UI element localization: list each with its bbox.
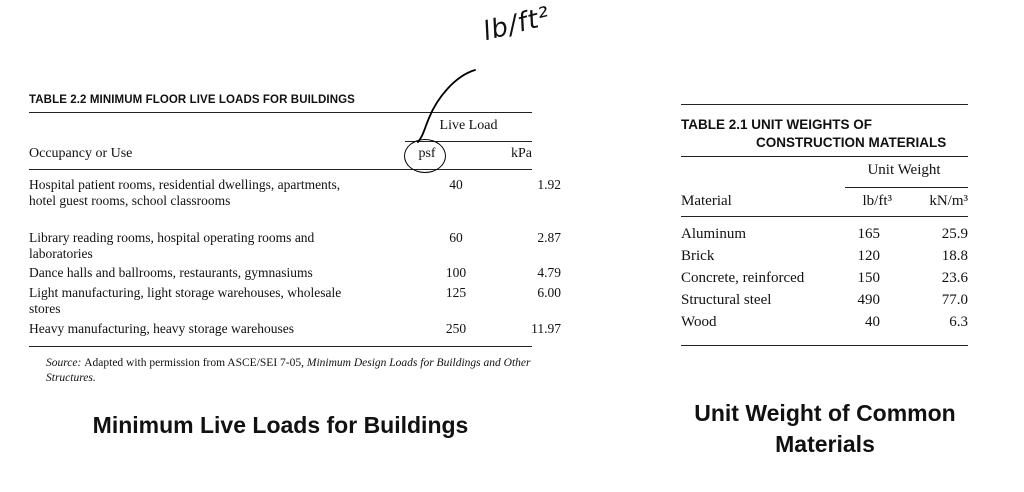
occupancy-header: Occupancy or Use (29, 146, 133, 161)
unit-weight-rule (845, 187, 968, 188)
kpa-cell: 6.00 (537, 285, 561, 300)
title-line-1: TABLE 2.1 UNIT WEIGHTS OF (681, 117, 873, 132)
psf-cell: 40 (449, 177, 463, 192)
psf-cell: 250 (445, 321, 467, 336)
psf-cell: 60 (449, 230, 463, 245)
material-cell: Brick (681, 248, 715, 264)
kpa-cell: 11.97 (531, 321, 561, 336)
lb-cell: 490 (857, 292, 880, 308)
kn-cell: 25.9 (941, 226, 968, 242)
material-cell: Structural steel (681, 292, 772, 308)
caption-right: Unit Weight of Common Materials (694, 400, 956, 457)
table-2-1-title (681, 116, 946, 152)
lb-ft3-header: lb/ft³ (862, 193, 892, 209)
kn-cell: 77.0 (941, 292, 968, 308)
title-line-2: CONSTRUCTION MATERIALS (756, 135, 947, 150)
lb-cell: 150 (857, 270, 880, 286)
material-cell: Aluminum (681, 226, 747, 242)
material-header: Material (681, 193, 732, 209)
psf-header: psf (418, 146, 436, 161)
occupancy-cell: Dance halls and ballrooms, restaurants, gymnasiums (29, 265, 313, 280)
handwritten-unit-annotation: lb/ft² (480, 1, 554, 48)
source-title: Minimum Design Loads for Buildings and Other Structures. (46, 357, 531, 384)
kn-cell: 6.3 (949, 314, 968, 330)
unit-weight-header: Unit Weight (867, 162, 941, 178)
kn-m3-header: kN/m³ (929, 193, 968, 209)
psf-cell: 125 (445, 285, 467, 300)
material-cell: Wood (681, 314, 717, 330)
title-rule (681, 156, 968, 157)
kn-cell: 23.6 (941, 270, 968, 286)
kpa-cell: 1.92 (537, 177, 561, 192)
source-label: Source: (46, 357, 82, 369)
kpa-cell: 2.87 (537, 230, 561, 245)
table-top-rule (681, 104, 968, 105)
occupancy-cell: Library reading rooms, hospital operating rooms and laboratories (29, 230, 315, 261)
material-cell: Concrete, reinforced (681, 270, 805, 286)
table-header-rule (29, 169, 532, 170)
kn-cell: 18.8 (941, 248, 968, 264)
source-text: Adapted with permission from ASCE/SEI 7-05, (84, 357, 304, 369)
table-2-2-title: TABLE 2.2 MINIMUM FLOOR LIVE LOADS FOR BUILDINGS (29, 94, 355, 106)
psf-cell: 100 (445, 265, 467, 280)
occupancy-cell: Light manufacturing, light storage warehouses, wholesale stores (29, 285, 342, 316)
table-header-rule (681, 216, 968, 217)
lb-cell: 120 (857, 248, 880, 264)
lb-cell: 165 (857, 226, 880, 242)
occupancy-cell: Heavy manufacturing, heavy storage warehouses (29, 321, 295, 336)
table-bottom-rule (29, 346, 532, 347)
live-load-header: Live Load (439, 118, 498, 133)
caption-left: Minimum Live Loads for Buildings (92, 412, 469, 438)
table-source-note (46, 356, 532, 386)
kpa-header: kPa (511, 146, 532, 161)
kpa-cell: 4.79 (537, 265, 561, 280)
lb-cell: 40 (865, 314, 880, 330)
table-bottom-rule (681, 345, 968, 346)
occupancy-cell: Hospital patient rooms, residential dwellings, apartments, hotel guest rooms, school classrooms (29, 177, 341, 208)
